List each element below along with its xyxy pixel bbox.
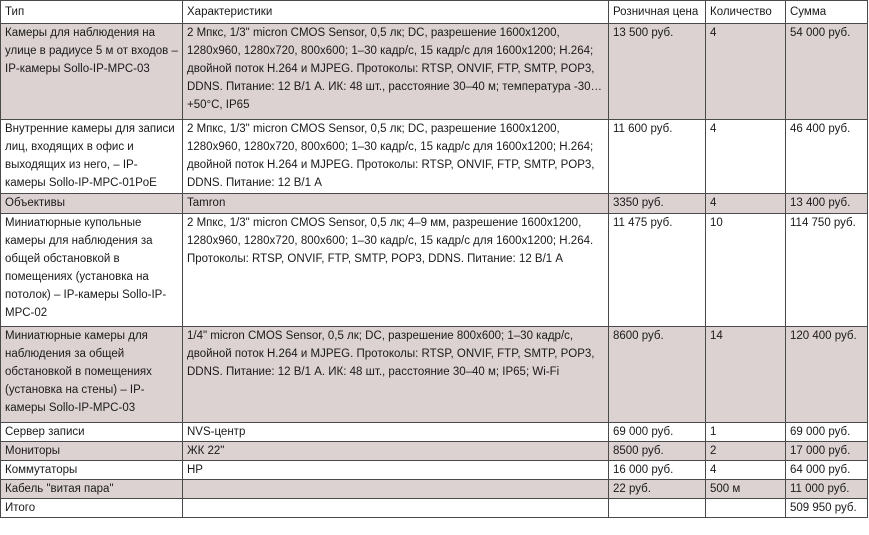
cell-type: Кабель "витая пара" [1,480,183,499]
cell-qty: 2 [706,442,786,461]
cell-spec: 2 Мпкс, 1/3" micron CMOS Sensor, 0,5 лк; DC, разрешение 1600x1200, 1280x960, 1280x720, 800x600; 1–30 кадр/с, 15 кадр/с для 1600x1200; H.264; двойной поток H.264 и MJPEG. Протоколы: RTSP, ONVIF, FTP, SMTP, POP3, DDNS. Питание: 12 В/1 А. ИК: 48 шт., расстояние 30–40 м; температура -30…+50°С, IP65 [183,24,609,120]
cell-price: 11 600 руб. [609,120,706,194]
cell-spec: Tamron [183,194,609,214]
cell-price: 16 000 руб. [609,461,706,480]
table-row [1,214,868,327]
cell-type: Мониторы [1,442,183,461]
cell-sum: 54 000 руб. [786,24,868,120]
cell-type: Миниатюрные камеры для наблюдения за общей обстановкой в помещениях (установка на стены) – IP-камеры Sollo-IP-MPC-03 [1,327,183,423]
cell-spec: 1/4" micron CMOS Sensor, 0,5 лк; DC, разрешение 800x600; 1–30 кадр/с, двойной поток H.264 и MJPEG. Протоколы: RTSP, ONVIF, FTP, SMTP, POP3, DDNS. Питание: 12 В/1 А. ИК: 48 шт., расстояние 30–40 м; IP65; Wi-Fi [183,327,609,423]
cell-qty: 4 [706,24,786,120]
cell-sum: 120 400 руб. [786,327,868,423]
cell-type: Сервер записи [1,423,183,442]
cell-type: Коммутаторы [1,461,183,480]
cell-spec [183,480,609,499]
cell-price: 8500 руб. [609,442,706,461]
total-label: Итого [1,499,183,518]
cell-sum: 17 000 руб. [786,442,868,461]
cell-qty: 4 [706,120,786,194]
cell-spec: 2 Мпкс, 1/3" micron CMOS Sensor, 0,5 лк; DC, разрешение 1600x1200, 1280x960, 1280x720, 800x600; 1–30 кадр/с, 15 кадр/с для 1600x1200; H.264; двойной поток H.264 и MJPEG. Протоколы: RTSP, ONVIF, FTP, SMTP, POP3, DDNS. Питание: 12 В/1 А [183,120,609,194]
cell-qty: 14 [706,327,786,423]
cell-price: 22 руб. [609,480,706,499]
cell-empty [706,499,786,518]
table-row [1,327,868,423]
cell-spec: ЖК 22" [183,442,609,461]
cell-empty [183,499,609,518]
header-type: Тип [1,1,183,24]
cell-type: Объективы [1,194,183,214]
table-row [1,24,868,120]
header-row [1,1,868,24]
table-row [1,461,868,480]
cell-qty: 4 [706,461,786,480]
cell-price: 3350 руб. [609,194,706,214]
header-sum: Сумма [786,1,868,24]
total-row [1,499,868,518]
header-qty: Количество [706,1,786,24]
header-price: Розничная цена [609,1,706,24]
cell-sum: 69 000 руб. [786,423,868,442]
cell-type: Миниатюрные купольные камеры для наблюдения за общей обстановкой в помещениях (установка на потолок) – IP-камеры Sollo-IP-MPC-02 [1,214,183,327]
cell-sum: 13 400 руб. [786,194,868,214]
cell-qty: 500 м [706,480,786,499]
cell-price: 11 475 руб. [609,214,706,327]
cell-price: 69 000 руб. [609,423,706,442]
cell-sum: 114 750 руб. [786,214,868,327]
cell-qty: 1 [706,423,786,442]
cell-sum: 11 000 руб. [786,480,868,499]
cell-sum: 64 000 руб. [786,461,868,480]
cell-empty [609,499,706,518]
cell-price: 8600 руб. [609,327,706,423]
table-row [1,194,868,214]
cell-spec: NVS-центр [183,423,609,442]
cell-qty: 10 [706,214,786,327]
cell-price: 13 500 руб. [609,24,706,120]
cell-spec: HP [183,461,609,480]
cell-type: Камеры для наблюдения на улице в радиусе 5 м от входов – IP-камеры Sollo-IP-MPC-03 [1,24,183,120]
cell-spec: 2 Мпкс, 1/3" micron CMOS Sensor, 0,5 лк; 4–9 мм, разрешение 1600x1200, 1280x960, 1280x720, 800x600; 1–30 кадр/с, 15 кадр/с для 1600x1200; H.264. Протоколы: RTSP, ONVIF, FTP, SMTP, POP3, DDNS. Питание: 12 В/1 А [183,214,609,327]
cell-type: Внутренние камеры для записи лиц, входящих в офис и выходящих из него, – IP-камеры Sollo-IP-MPC-01PoE [1,120,183,194]
table-row [1,120,868,194]
cell-qty: 4 [706,194,786,214]
total-sum: 509 950 руб. [786,499,868,518]
cell-sum: 46 400 руб. [786,120,868,194]
table-row [1,423,868,442]
header-spec: Характеристики [183,1,609,24]
table-row [1,480,868,499]
table-row [1,442,868,461]
